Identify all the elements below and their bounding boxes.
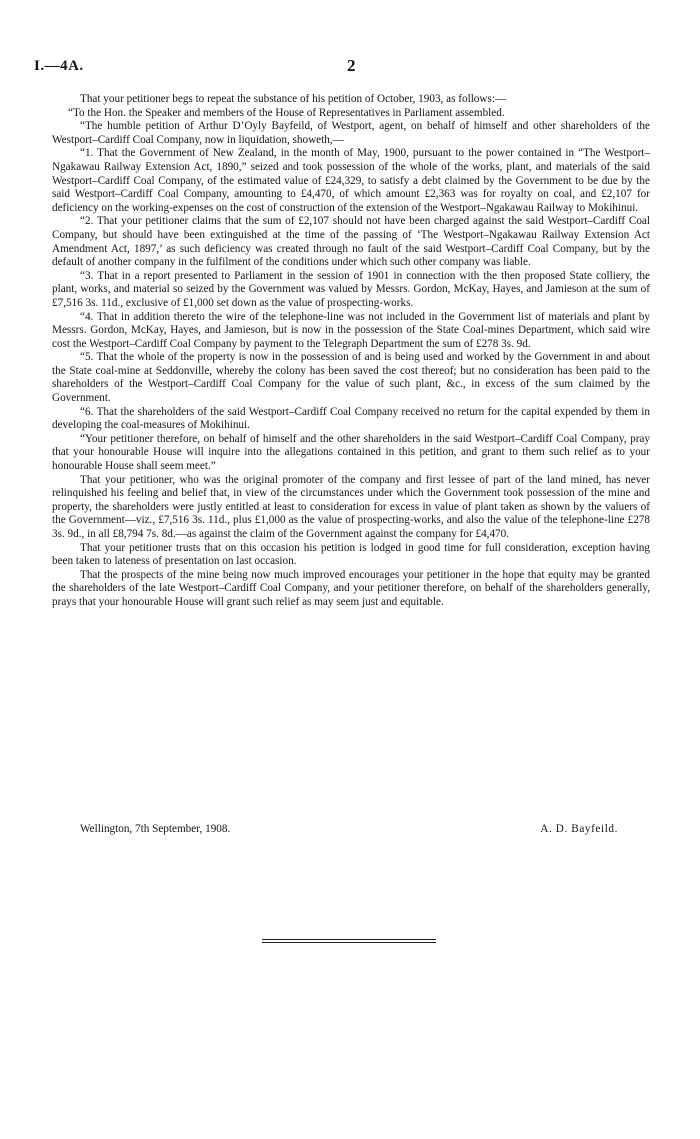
petition-clause-5: “5. That the whole of the property is now in the possession of and is being used and worked by the Government in and about the State coal-mine at Seddonville, whereby the colony has been saved the cost thereof; but no consideration has been paid to the shareholders of the Westport–Cardiff Coal Company for the value of such plant, &c., in excess of the sum claimed by the Government. — [52, 351, 650, 405]
signature-name: A. D. Bayfeild. — [540, 823, 618, 835]
address-paragraph: “To the Hon. the Speaker and members of the House of Representatives in Parliament assembled. — [68, 106, 505, 119]
closing-rule-double — [262, 942, 436, 943]
page-number: 2 — [347, 56, 356, 75]
petition-body — [52, 93, 650, 610]
petition-clause-3: “3. That in a report presented to Parliament in the session of 1901 in connection with the then proposed State colliery, the plant, works, and material so seized by the Government was valued by Messrs. Gordon, McKay, Hayes, and Jamieson at the sum of £7,516 3s. 11d., exclusive of £1,000 set down as the value of prospecting-works. — [52, 269, 650, 309]
signature-date: Wellington, 7th September, 1908. — [80, 823, 231, 835]
petition-clause-4: “4. That in addition thereto the wire of the telephone-line was not included in the Government list of materials and plant by Messrs. Gordon, McKay, Hayes, and Jamieson, but is now in the possession of the State Coal-mines Department, which said wire cost the Westport–Cardiff Coal Company by payment to the Telegraph Department the sum of £278 3s. 9d. — [52, 310, 650, 350]
petition-prayer: “Your petitioner therefore, on behalf of himself and the other shareholders in the said Westport–Cardiff Coal Company, pray that your honourable House will inquire into the allegations contained in this petition, and grant to them such relief as to your honourable House shall seem meet.” — [52, 432, 650, 473]
paragraph-promoter: That your petitioner, who was the original promoter of the company and first lessee of part of the land mined, has never relinquished his feeling and belief that, in view of the circumstances under which the Government took possession of the mine and property, the shareholders were justly entitled at least to consideration for excess in value of plant taken as shown by the valuers of the Government—viz., £7,516 3s. 11d., plus £1,000 as the value of prospecting-works, and also the value of the telephone-line £278 3s. 9d., in all £8,794 7s. 8d.—as against the claim of the Government against the company for £4,470. — [52, 473, 650, 540]
petition-clause-2: “2. That your petitioner claims that the sum of £2,107 should not have been charged against the said Westport–Cardiff Coal Company, but should have been extinguished at the time of the passing of ‘The Westport–Ngakawau Railway Extension Act Amendment Act, 1897,’ as such deficiency was created through no fault of the said Westport–Cardiff Coal Company, but by the default of another company in the fulfilment of the conditions under which such other company was liable. — [52, 215, 650, 269]
paragraph-timing: That your petitioner trusts that on this occasion his petition is lodged in good time for full consideration, exception having been taken to lateness of presentation on last occasion. — [52, 541, 650, 568]
closing-rule — [262, 939, 436, 940]
document-reference: I.—4A. — [34, 58, 84, 74]
petition-clause-1: “1. That the Government of New Zealand, in the month of May, 1900, pursuant to the power contained in “The Westport–Ngakawau Railway Extension Act, 1890,” seized and took possession of the whole of the works, plant, and materials of the said Westport–Cardiff Coal Company, of the estimated value of £24,329, to satisfy a debt claimed by the Government to be due by the said Westport–Cardiff Coal Company, amounting to £4,470, of which amount £2,363 was for royalty on coal, and £2,107 for deficiency on the working-expenses on the cost of construction of the extension of the Westport–Ngakawau Railway to Mokihinui. — [52, 147, 650, 214]
intro-paragraph: That your petitioner begs to repeat the substance of his petition of October, 1903, as follows:— — [80, 93, 507, 105]
petition-clause-6: “6. That the shareholders of the said Westport–Cardiff Coal Company received no return for the capital expended by them in developing the coal-measures of Mokihinui. — [52, 405, 650, 432]
paragraph-prospects: That the prospects of the mine being now much improved encourages your petitioner in the hope that equity may be granted the shareholders of the late Westport–Cardiff Coal Company, and your petitioner therefore, on behalf of the shareholders generally, prays that your honourable House will grant such relief as may seem just and equitable. — [52, 568, 650, 608]
petition-paragraph: “The humble petition of Arthur D’Oyly Bayfeild, of Westport, agent, on behalf of himself and other shareholders of the Westport–Cardiff Coal Company, now in liquidation, showeth,— — [52, 120, 650, 146]
